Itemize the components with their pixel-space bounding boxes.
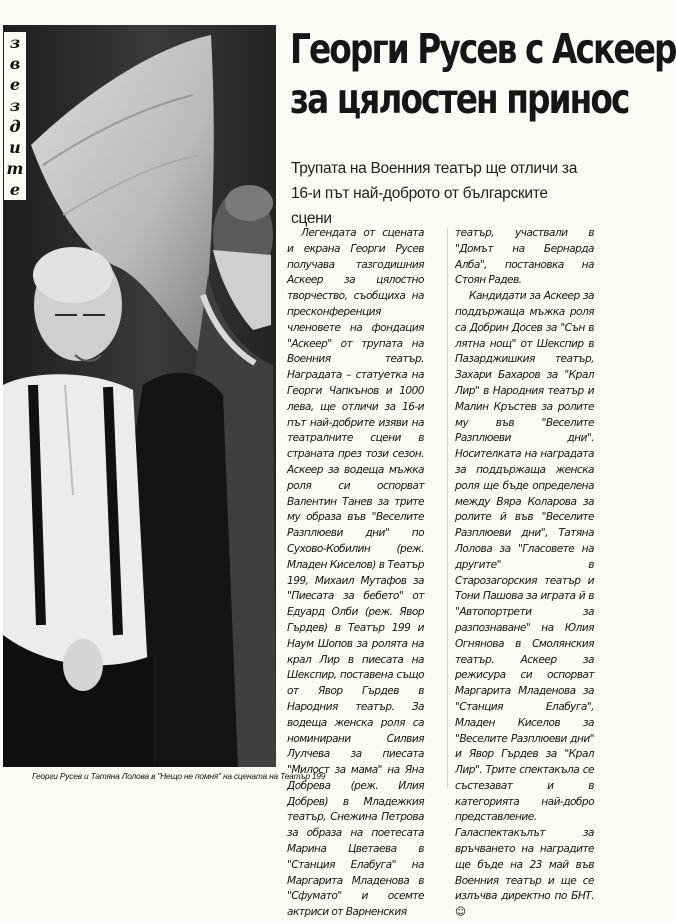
section-label-letter: з <box>9 96 21 115</box>
section-label-letter: в <box>9 54 21 73</box>
photo-caption: Георги Русев и Татяна Лолова в "Нещо не помня" на сцената на Театър 199 <box>32 771 326 781</box>
headline <box>290 24 676 124</box>
section-label-letter: д <box>9 117 21 136</box>
section-label-letter: е <box>9 180 21 199</box>
subtitle-line-1: Трупата на Военния театър ще отличи за <box>291 160 578 177</box>
column-divider <box>447 228 448 788</box>
section-label-letter: и <box>9 138 21 157</box>
subtitle-line-2: 16-и път най-доброто от българските сцени <box>291 185 548 227</box>
article-paragraph: Легендата от сцената и екрана Георги Русев получава тазгодишния Аскеер за цялостно творчество, съобщиха на пресконференция членовете на фондация "Аскеер" от трупата на Военния театър. Наградата – статуетка на Георги Чапкънов и 1000 лева, ще отличи за 16-и път най-добрите изяви на театралните сцени в страната през този сезон. Аскеер за водеща мъжка роля си оспорват Валентин Танев за трите му образа във "Веселите Разплюеви дни" по Сухово-Кобилин (реж. Младен Киселов) в Театър 199, Михаил Мутафов за "Пиесата за бебето" от Едуард Олби (реж. Явор Гърдев) в Театър 199 и Наум Шопов за ролята на крал Лир в пиесата на Шекспир, поставена също от Явор Гърдев в Народния театър. За водеща женска роля са номинирани Силвия Лулчева за пиесата "Милост за мама" на Яна Добрева (реж. Илия Добрев) в Младежкия театър, Снежина Петрова за образа на поетесата Марина Цветаева в "Станция Елабуга" на Маргарита Младенова в "Сфумато" и осемте актриси от Варненския <box>287 227 424 919</box>
section-label-vertical <box>4 32 26 200</box>
end-mark-icon: ☺ <box>455 906 466 919</box>
article-paragraph-continued: театър, участвали в "Домът на Бернарда Алба", постановка на Стоян Радев. <box>455 227 594 287</box>
article-photo <box>3 25 276 767</box>
section-label-letter: з <box>9 33 21 52</box>
article-paragraph <box>455 289 594 921</box>
article-paragraph-text: Кандидати за Аскеер за поддържаща мъжка роля са Добрин Досев за "Сън в лятна нощ" от Шекспир в Пазарджишкия театър, Захари Бахаров за "Крал Лир" в Народния театър и Малин Кръстев за ролите му във "Веселите Разплюеви дни". Носителката на наградата за поддържаща женска роля ще бъде определена между Вяра Коларова за ролите й във "Веселите Разплюеви дни", Татяна Лолова за "Гласовете на другите" в Старозагорския театър и Тони Пашова за играта й в "Автопортрети за разпознаване" на Юлия Огнянова в Смолянския театър. Аскеер за режисура си оспорват Маргарита Младенова за "Станция Елабуга", Младен Киселов за "Веселите Разплюеви дни" и Явор Гърдев за "Крал Лир". Трите спектакъла се състезават и в категорията най-добро представление. Галаспектакълът за връчването на наградите ще бъде на 23 май във Военния театър и ще се излъчва директно по БНТ. <box>455 290 594 903</box>
photo-illustration <box>3 25 276 767</box>
subtitle <box>291 156 591 231</box>
section-label-letter: т <box>6 159 24 178</box>
headline-line-1: Георги Русев с Аскеер <box>290 25 676 73</box>
article-column-2 <box>455 226 594 921</box>
article-column-1 <box>287 226 424 921</box>
headline-line-2: за цялостен принос <box>290 75 629 123</box>
section-label-letter: е <box>9 75 21 94</box>
